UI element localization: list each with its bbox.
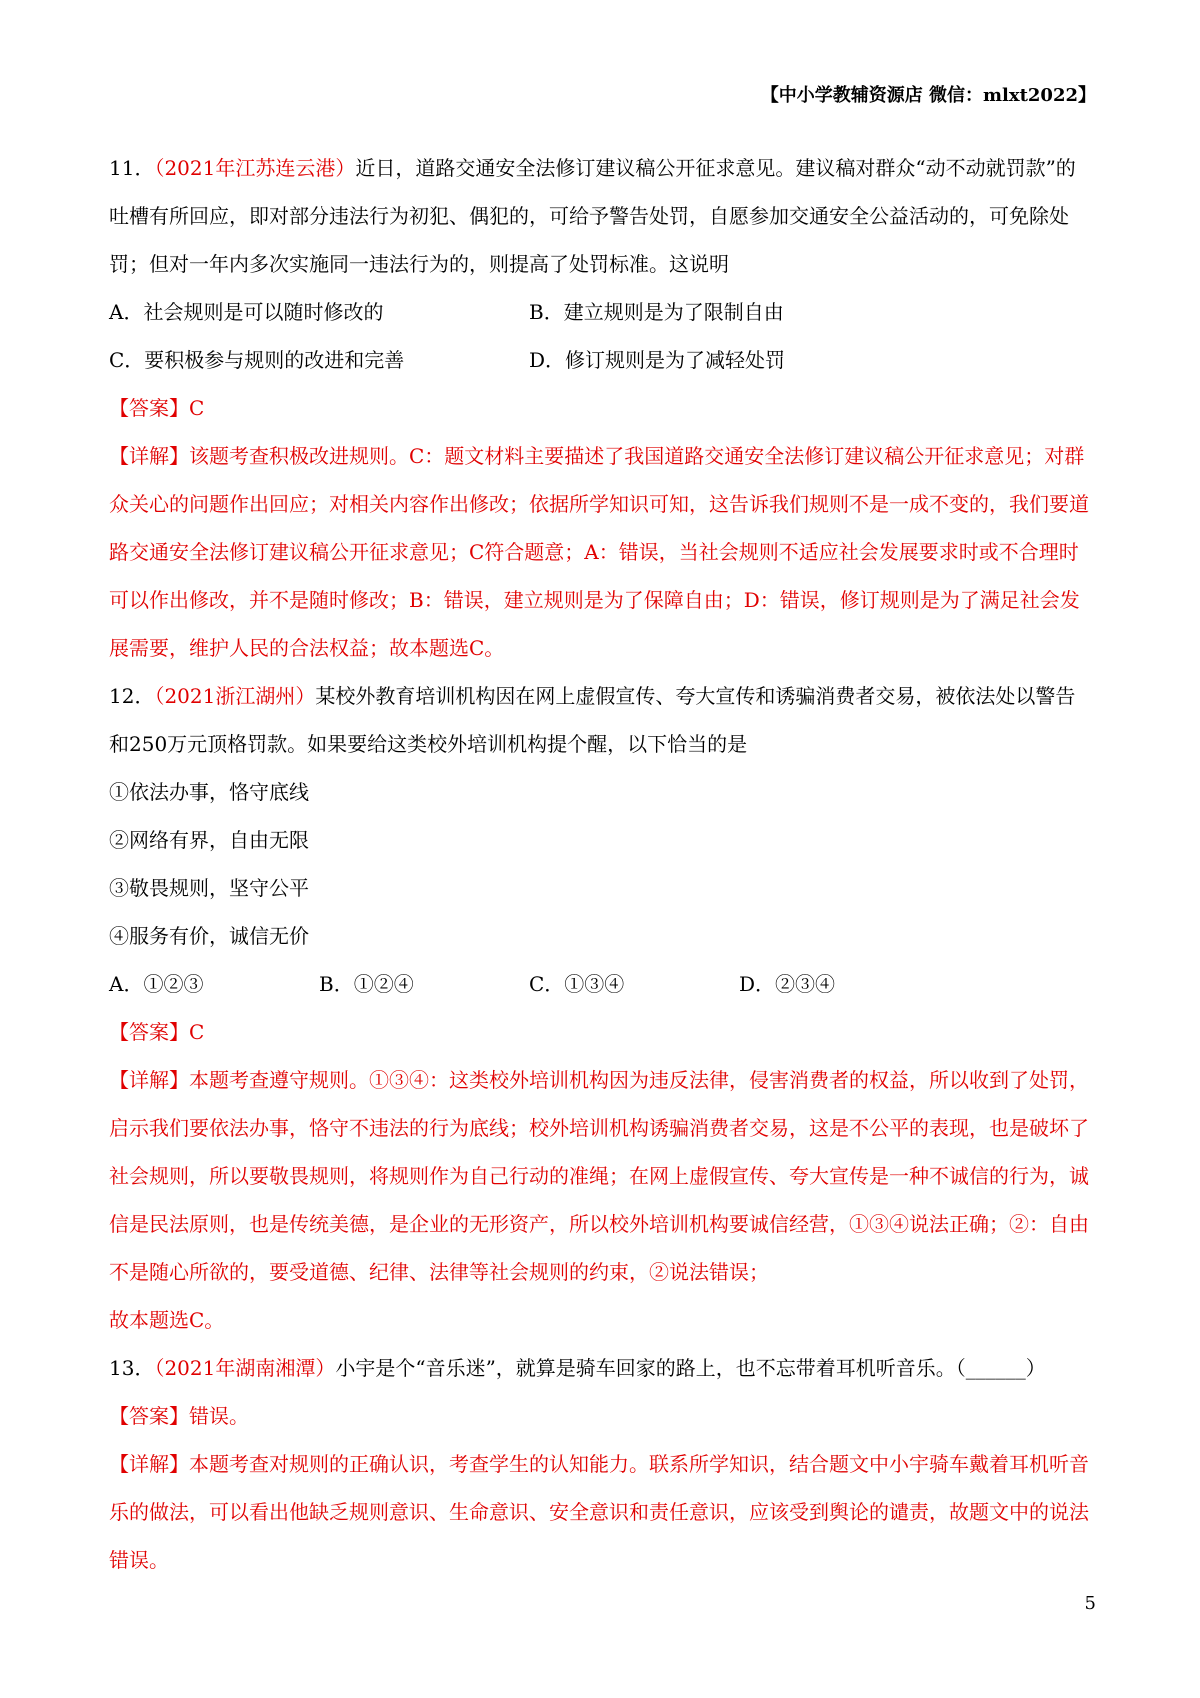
question-12-detail xyxy=(109,1056,1094,1296)
page-number: 5 xyxy=(1084,1593,1096,1614)
question-11-answer xyxy=(109,384,1094,432)
answer-label: 【答案】 xyxy=(109,396,189,420)
detail-label: 【详解】 xyxy=(109,1452,189,1476)
header-note: 【中小学教辅资源店 微信：mlxt2022】 xyxy=(760,85,1096,106)
option-a: A．社会规则是可以随时修改的 xyxy=(109,300,384,324)
question-12-answer xyxy=(109,1008,1094,1056)
question-source: （2021浙江湖州） xyxy=(154,684,316,708)
question-11-options xyxy=(109,288,1094,384)
statement-1: ①依法办事，恪守底线 xyxy=(109,780,309,804)
question-text: 小宇是个“音乐迷”，就算是骑车回家的路上，也不忘带着耳机听音乐。（______） xyxy=(335,1356,1046,1380)
question-12-options xyxy=(109,960,1094,1008)
question-number: 12． xyxy=(109,684,155,708)
answer-label: 【答案】 xyxy=(109,1404,189,1428)
option-d: D．②③④ xyxy=(739,972,836,996)
question-12-stem xyxy=(109,672,1094,768)
question-source: （2021年江苏连云港） xyxy=(154,156,356,180)
question-text: 某校外教育培训机构因在网上虚假宣传、夸大宣传和诱骗消费者交易，被依法处以警告和250万元顶格罚款。如果要给这类校外培训机构提个醒，以下恰当的是 xyxy=(109,684,1076,756)
question-number: 13． xyxy=(109,1356,155,1380)
detail-label: 【详解】 xyxy=(109,444,189,468)
option-b: B．建立规则是为了限制自由 xyxy=(529,300,784,324)
statement-2: ②网络有界，自由无限 xyxy=(109,828,309,852)
question-11-stem xyxy=(109,144,1094,288)
question-11-detail xyxy=(109,432,1094,672)
question-source: （2021年湖南湘潭） xyxy=(154,1356,336,1380)
answer-value: C xyxy=(189,396,205,420)
detail-text: 本题考查遵守规则。①③④：这类校外培训机构因为违反法律，侵害消费者的权益，所以收到了处罚，启示我们要依法办事，恪守不违法的行为底线；校外培训机构诱骗消费者交易，这是不公平的表现，也是破坏了社会规则，所以要敬畏规则，将规则作为自己行动的准绳；在网上虚假宣传、夸大宣传是一种不诚信的行为，诚信是民法原则，也是传统美德，是企业的无形资产，所以校外培训机构要诚信经营，①③④说法正确；②：自由不是随心所欲的，要受道德、纪律、法律等社会规则的约束，②说法错误； xyxy=(109,1068,1089,1284)
detail-text: 该题考查积极改进规则。C：题文材料主要描述了我国道路交通安全法修订建议稿公开征求意见；对群众关心的问题作出回应；对相关内容作出修改；依据所学知识可知，这告诉我们规则不是一成不变的，我们要道路交通安全法修订建议稿公开征求意见；C符合题意；A：错误，当社会规则不适应社会发展要求时或不合理时可以作出修改，并不是随时修改；B：错误，建立规则是为了保障自由；D：错误，修订规则是为了满足社会发展需要，维护人民的合法权益；故本题选C。 xyxy=(109,444,1089,660)
answer-value: 错误。 xyxy=(189,1404,249,1428)
answer-value: C xyxy=(189,1020,205,1044)
statement-4: ④服务有价，诚信无价 xyxy=(109,924,309,948)
statement-3: ③敬畏规则，坚守公平 xyxy=(109,876,309,900)
detail-text: 本题考查对规则的正确认识，考查学生的认知能力。联系所学知识，结合题文中小宇骑车戴着耳机听音乐的做法，可以看出他缺乏规则意识、生命意识、安全意识和责任意识，应该受到舆论的谴责，故题文中的说法错误。 xyxy=(109,1452,1089,1572)
question-13-stem xyxy=(109,1344,1094,1392)
option-d: D．修订规则是为了减轻处罚 xyxy=(529,348,786,372)
question-12-detail-end: 故本题选C。 xyxy=(109,1308,225,1332)
option-c: C．①③④ xyxy=(529,972,625,996)
question-13-answer xyxy=(109,1392,1094,1440)
option-c: C．要积极参与规则的改进和完善 xyxy=(109,348,405,372)
question-number: 11． xyxy=(109,156,155,180)
document-content xyxy=(109,144,1094,1584)
answer-label: 【答案】 xyxy=(109,1020,189,1044)
option-b: B．①②④ xyxy=(319,972,414,996)
option-a: A．①②③ xyxy=(109,972,204,996)
question-13-detail xyxy=(109,1440,1094,1584)
detail-label: 【详解】 xyxy=(109,1068,189,1092)
question-text: 近日，道路交通安全法修订建议稿公开征求意见。建议稿对群众“动不动就罚款”的吐槽有所回应，即对部分违法行为初犯、偶犯的，可给予警告处罚，自愿参加交通安全公益活动的，可免除处罚；但对一年内多次实施同一违法行为的，则提高了处罚标准。这说明 xyxy=(109,156,1076,276)
